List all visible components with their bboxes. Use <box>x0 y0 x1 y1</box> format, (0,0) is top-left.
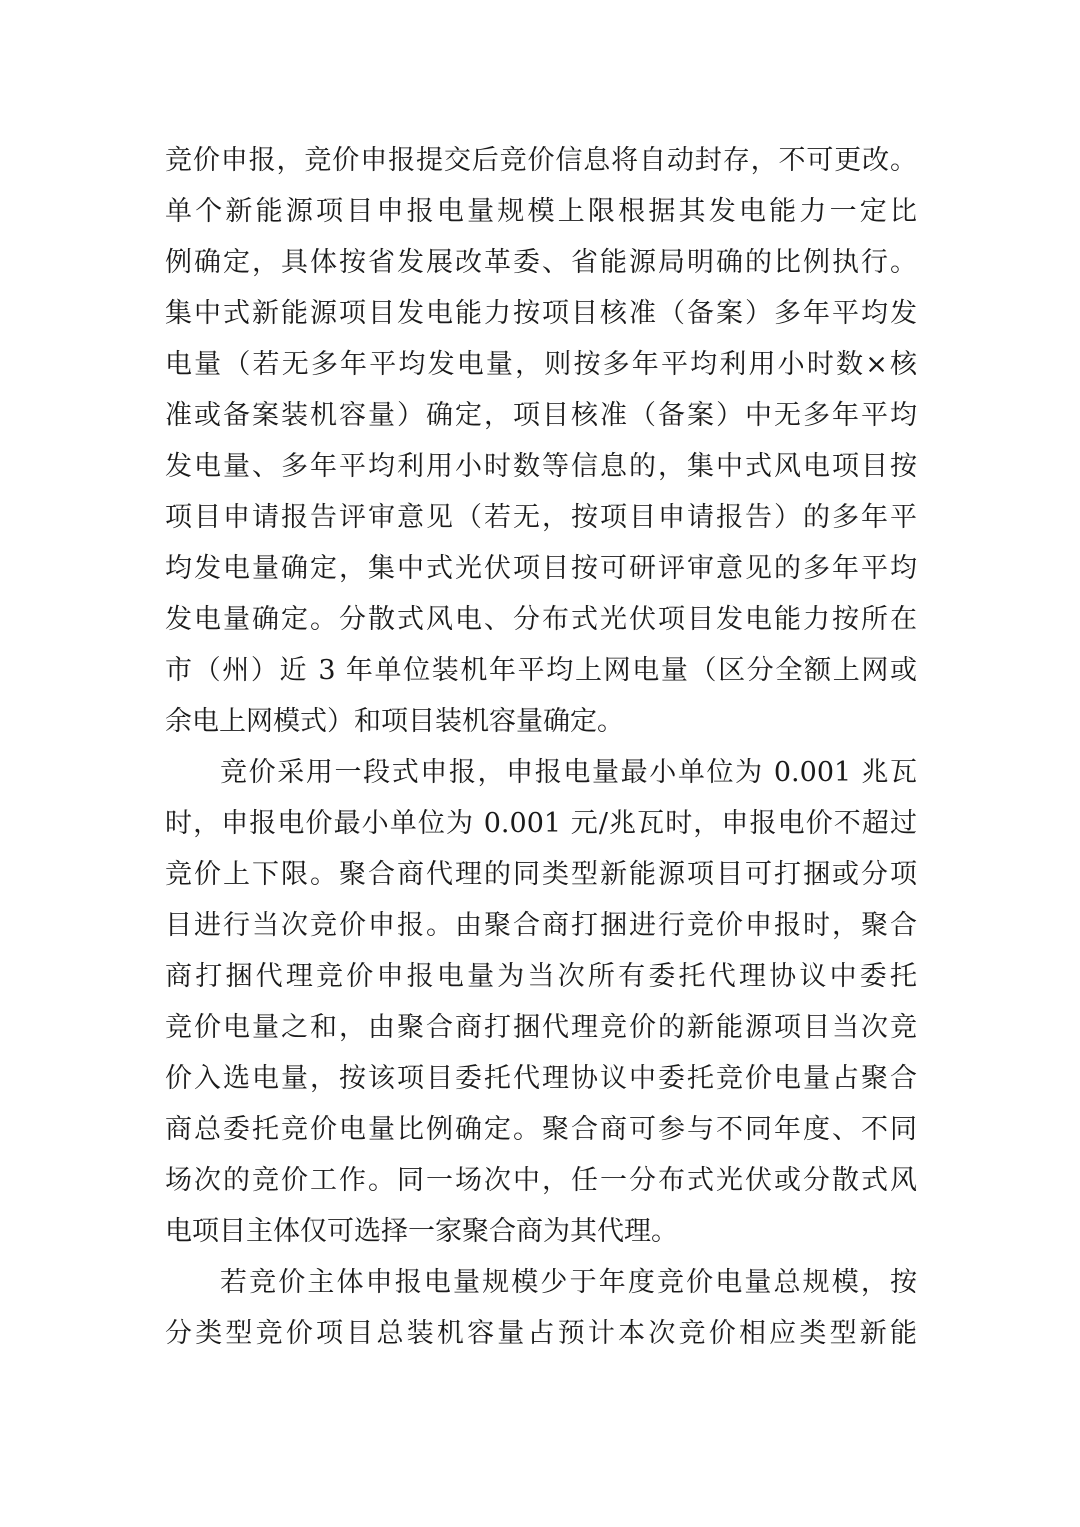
p2-line-10: 电项目主体仅可选择一家聚合商为其代理。 <box>165 1216 678 1247</box>
p1-line-2: 单个新能源项目申报电量规模上限根据其发电能力一定比 <box>165 196 917 227</box>
p3-line-2: 分类型竞价项目总装机容量占预计本次竞价相应类型新能 <box>165 1318 917 1349</box>
p2-line-2: 时，申报电价最小单位为 0.001 元/兆瓦时，申报电价不超过 <box>165 808 917 839</box>
p1-line-5: 电量（若无多年平均发电量，则按多年平均利用小时数×核 <box>165 349 917 380</box>
p2-line-6: 竞价电量之和，由聚合商打捆代理竞价的新能源项目当次竞 <box>165 1012 917 1043</box>
p1-line-10: 发电量确定。分散式风电、分布式光伏项目发电能力按所在 <box>165 604 917 635</box>
p2-line-5: 商打捆代理竞价申报电量为当次所有委托代理协议中委托 <box>165 961 917 992</box>
p1-line-6: 准或备案装机容量）确定，项目核准（备案）中无多年平均 <box>165 400 917 431</box>
p3-line-1: 若竞价主体申报电量规模少于年度竞价电量总规模，按 <box>220 1267 917 1298</box>
p2-line-1: 竞价采用一段式申报，申报电量最小单位为 0.001 兆瓦 <box>220 757 917 788</box>
p2-line-9: 场次的竞价工作。同一场次中，任一分布式光伏或分散式风 <box>165 1165 917 1196</box>
p1-line-12: 余电上网模式）和项目装机容量确定。 <box>165 706 624 737</box>
p1-line-11: 市（州）近 3 年单位装机年平均上网电量（区分全额上网或 <box>165 655 917 686</box>
p2-line-7: 价入选电量，按该项目委托代理协议中委托竞价电量占聚合 <box>165 1063 917 1094</box>
p2-line-8: 商总委托竞价电量比例确定。聚合商可参与不同年度、不同 <box>165 1114 917 1145</box>
p1-line-3: 例确定，具体按省发展改革委、省能源局明确的比例执行。 <box>165 247 917 278</box>
p1-line-9: 均发电量确定，集中式光伏项目按可研评审意见的多年平均 <box>165 553 917 584</box>
p1-line-1: 竞价申报，竞价申报提交后竞价信息将自动封存，不可更改。 <box>165 145 917 176</box>
p2-line-3: 竞价上下限。聚合商代理的同类型新能源项目可打捆或分项 <box>165 859 917 890</box>
p1-line-7: 发电量、多年平均利用小时数等信息的，集中式风电项目按 <box>165 451 917 482</box>
p1-line-8: 项目申请报告评审意见（若无，按项目申请报告）的多年平 <box>165 502 917 533</box>
p1-line-4: 集中式新能源项目发电能力按项目核准（备案）多年平均发 <box>165 298 917 329</box>
p2-line-4: 目进行当次竞价申报。由聚合商打捆进行竞价申报时，聚合 <box>165 910 917 941</box>
